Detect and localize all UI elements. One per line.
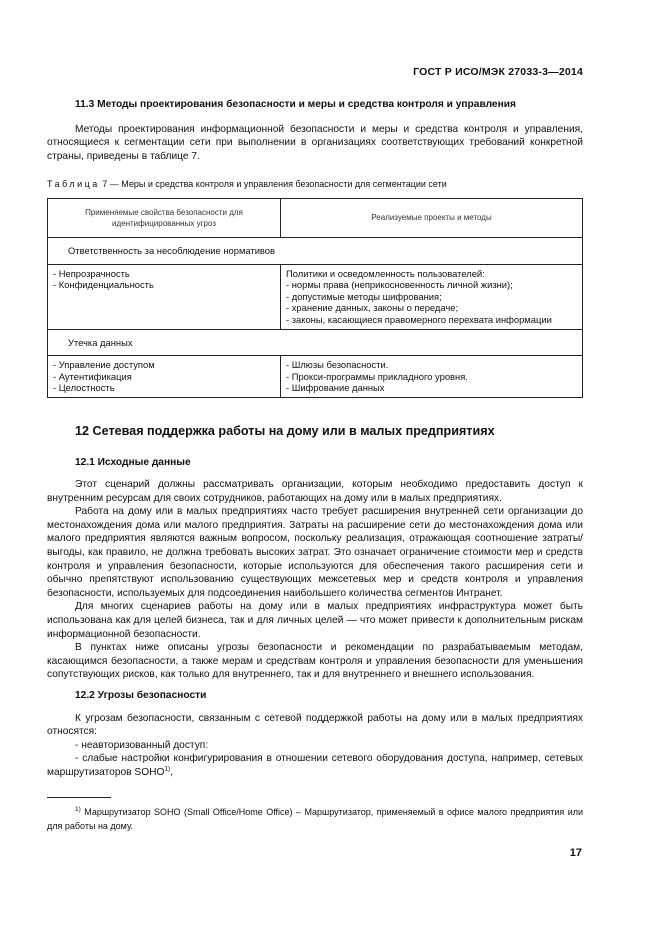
section-12-1-paragraph: В пунктах ниже описаны угрозы безопасности и рекомендации по разрабатываемым методам, касающимся безопасности, а также мерам и средствам контроля и управления безопасности для уменьшения сопутствующих рисков, как только для внутреннего, так и для внутреннего и внешнего использования. [47, 642, 583, 681]
page-number: 17 [569, 847, 582, 859]
table-header-col1: Применяемые свойства безопасности для идентифицированных угроз [48, 198, 281, 237]
security-controls-table [47, 198, 583, 398]
section-12-2-paragraph [47, 752, 583, 779]
footnote-text: Маршрутизатор SOHO (Small Office/Home Office) – Маршрутизатор, применяемый в офисе малого предприятия или для работы на дому. [47, 806, 583, 831]
section-12-1-paragraph: Работа на дому или в малых предприятиях часто требует расширения внутренней сети организации до местонахождения дома или малого предприятия. Затраты на расширение сети до местонахождения дома или малого предприятия являются важным вопросом, поскольку реализация, отражающая соотношение затраты/выгоды, как правило, не должна требовать высоких затрат. Это означает ограничение стоимости мер и средств контроля и управления безопасности, которые используются для обеспечения такого расширения сети и обычно препятствуют использованию существующих межсетевых мер и средств контроля и управления безопасности, используемых для подсоединения наибольшего количества сегментов Интранет. [47, 506, 583, 599]
table-section-title: Ответственность за несоблюдение нормативов [48, 237, 583, 264]
table-header-col2: Реализуемые проекты и методы [281, 198, 583, 237]
table-cell-line: - Управление доступом [53, 359, 155, 371]
table-cell-properties [48, 264, 281, 329]
section-12-2-tail: , [170, 766, 174, 778]
section-12-1-paragraph: Для многих сценариев работы на дому или в малых предприятиях инфраструктура может быть использована как для целей бизнеса, так и для личных целей — что может привести к дополнительным рискам информационной безопасности. [47, 601, 583, 640]
footnote-reference: 1) [164, 765, 171, 773]
table-header-row [48, 198, 583, 237]
table-caption-label: Таблица [47, 179, 100, 190]
document-header: ГОСТ Р ИСО/МЭК 27033-3—2014 [413, 66, 583, 78]
section-12-1-heading: 12.1 Исходные данные [75, 456, 191, 468]
table-section-row [48, 329, 583, 356]
footnote [47, 805, 583, 833]
table-cell-line: - Шифрование данных [286, 382, 385, 394]
section-11-3-paragraph: Методы проектирования информационной безопасности и меры и средства контроля и управления, относящиеся к сегментации сети при выполнении в организациях соответствующих требований конкретной страны, приведены в таблице 7. [47, 123, 583, 162]
table-cell-line: - Аутентификация [53, 370, 132, 382]
footnote-divider [47, 797, 111, 798]
table-section-row [48, 237, 583, 264]
table-row [48, 356, 583, 398]
table-cell-line: - Прокси-программы прикладного уровня. [286, 370, 468, 382]
table-cell-line: - Непрозрачность [53, 267, 130, 279]
table-caption [47, 178, 583, 192]
table-cell-line: - Шлюзы безопасности. [286, 359, 389, 371]
table-cell-line: - законы, касающиеся правомерного перехвата информации [286, 313, 552, 325]
section-12-2-text: - слабые настройки конфигурирования в отношении сетевого оборудования доступа, например, сетевых маршрутизаторов SOHO [47, 753, 583, 778]
table-caption-text: 7 — Меры и средства контроля и управления безопасности для сегментации сети [99, 179, 447, 190]
table-cell-methods [281, 264, 583, 329]
table-row [48, 264, 583, 329]
section-12-1-paragraph: Этот сценарий должны рассматривать организации, которым необходимо предоставить доступ к внутренним ресурсам для своих сотрудников, работающих на дому или в малых предприятиях. [47, 479, 583, 504]
table-cell-line: - нормы права (неприкосновенность личной жизни); [286, 279, 513, 291]
table-section-title: Утечка данных [48, 329, 583, 356]
table-cell-line: Политики и осведомленность пользователей: [286, 267, 485, 279]
section-12-2-paragraph: К угрозам безопасности, связанным с сетевой поддержкой работы на дому или в малых предприятиях относятся: [47, 712, 583, 738]
section-12-heading: 12 Сетевая поддержка работы на дому или в малых предприятиях [75, 423, 495, 438]
footnote-marker: 1) [75, 805, 81, 813]
page-content [47, 98, 583, 833]
table-cell-line: - допустимые методы шифрования; [286, 290, 442, 302]
table-cell-properties [48, 356, 281, 398]
table-cell-methods [281, 356, 583, 398]
section-11-3-heading: 11.3 Методы проектирования безопасности и меры и средства контроля и управления [75, 99, 516, 110]
section-12-2-heading: 12.2 Угрозы безопасности [75, 690, 207, 701]
table-cell-line: - Целостность [53, 382, 115, 394]
table-cell-line: - хранение данных, законы о передаче; [286, 302, 459, 314]
section-12-2-paragraph: - неавторизованный доступ: [75, 739, 209, 751]
table-cell-line: - Конфиденциальность [53, 279, 154, 291]
